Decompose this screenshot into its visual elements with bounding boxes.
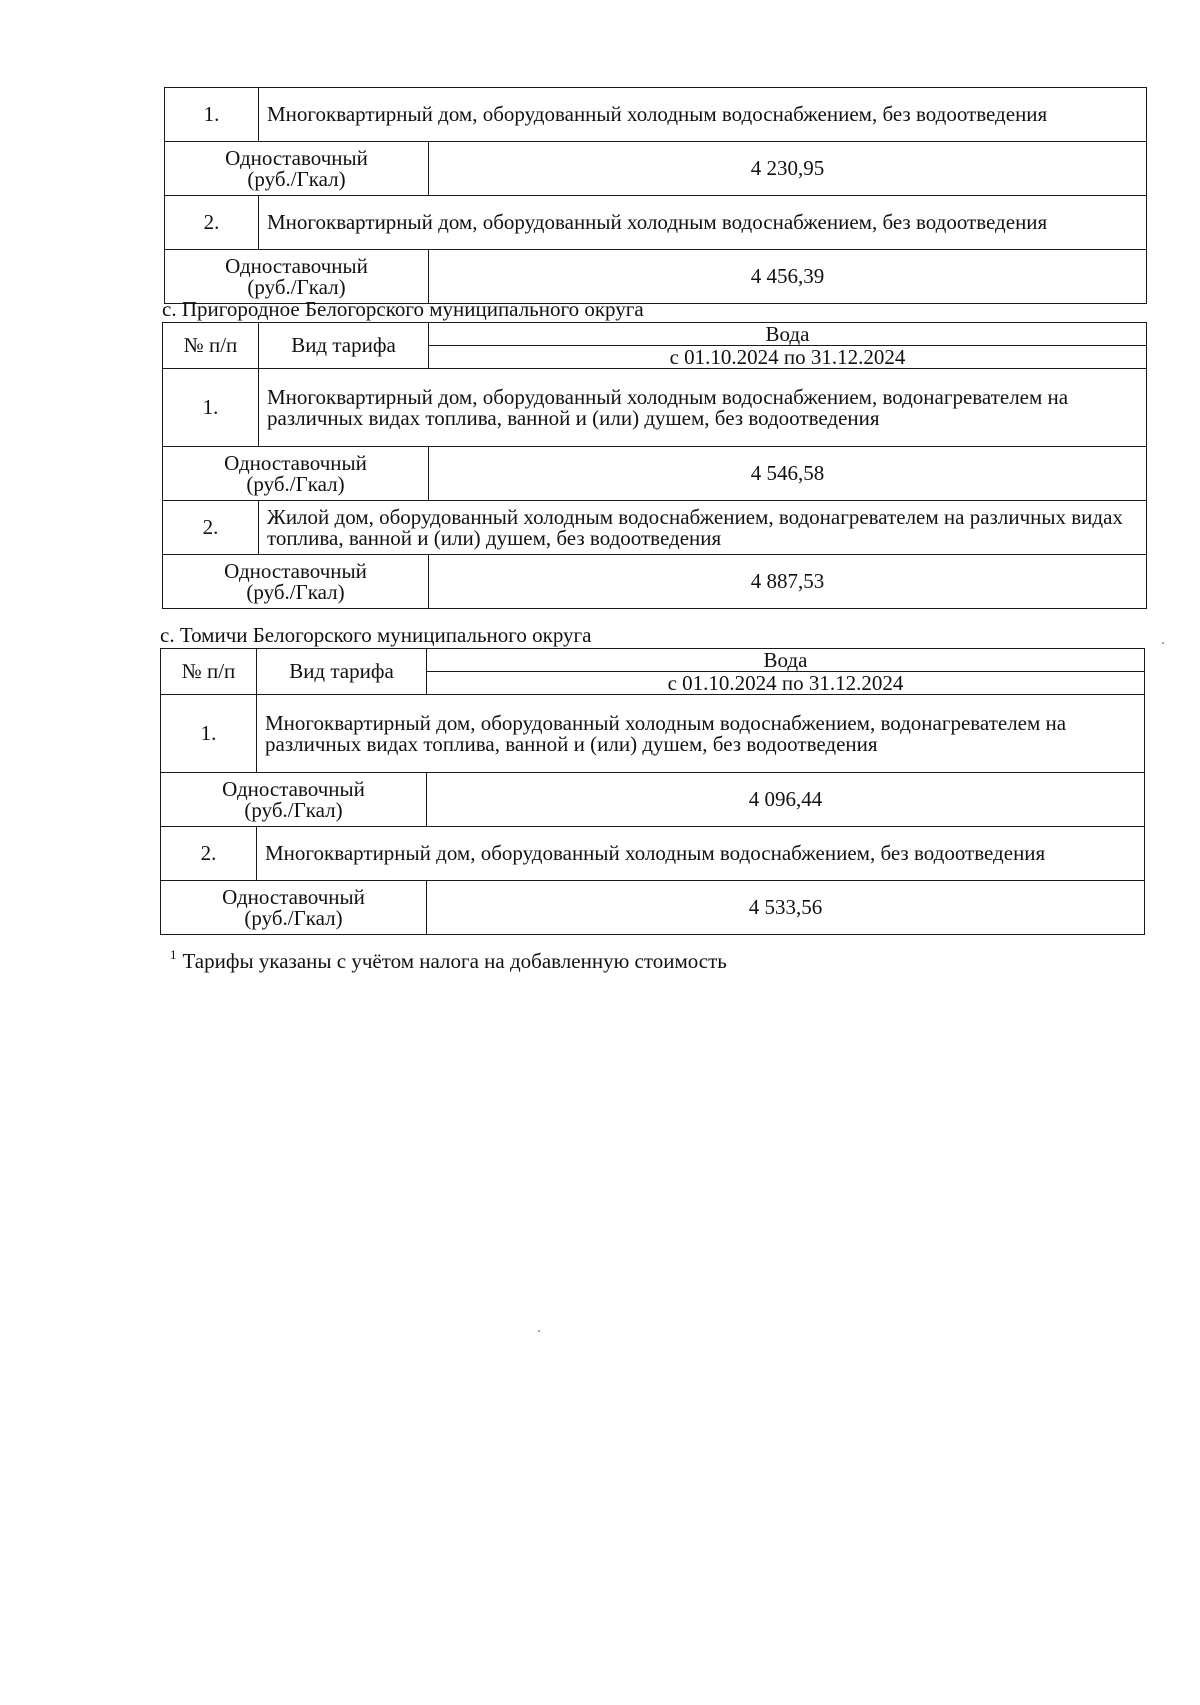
header-period: с 01.10.2024 по 31.12.2024 [427,672,1145,695]
rate-type: Одноставочный [225,253,368,278]
tariff-table-3 [160,648,1145,935]
row-number: 2. [163,501,259,555]
table-row [165,88,1147,142]
row-number: 2. [165,196,259,250]
price-value: 4 546,58 [429,447,1147,501]
rate-unit: (руб./Гкал) [247,166,346,191]
rate-type-cell [163,555,429,609]
tariff-table-1 [164,87,1147,304]
price-value: 4 230,95 [429,142,1147,196]
rate-unit: (руб./Гкал) [246,471,345,496]
rate-unit: (руб./Гкал) [246,579,345,604]
rate-type-cell [161,881,427,935]
table-row [161,827,1145,881]
header-num: № п/п [161,649,257,695]
table-row [161,695,1145,773]
scan-speck [1162,642,1164,644]
price-value: 4 096,44 [427,773,1145,827]
rate-type: Одноставочный [224,558,367,583]
rate-type: Одноставочный [224,450,367,475]
header-tariff-kind: Вид тарифа [259,323,429,369]
tariff-table-2 [162,322,1147,609]
row-description: Жилой дом, оборудованный холодным водоснабжением, водонагревателем на различных видах топлива, ванной и (или) душем, без водоотведения [259,501,1147,555]
rate-unit: (руб./Гкал) [244,905,343,930]
rate-type-cell [165,142,429,196]
section-title: с. Пригородное Белогорского муниципального округа [162,297,644,321]
header-water: Вода [429,323,1147,346]
rate-unit: (руб./Гкал) [247,274,346,299]
table-row [161,881,1145,935]
header-water: Вода [427,649,1145,672]
rate-type-cell [163,447,429,501]
rate-type-cell [161,773,427,827]
table-row [161,773,1145,827]
price-value: 4 887,53 [429,555,1147,609]
row-number: 2. [161,827,257,881]
header-num: № п/п [163,323,259,369]
table-row [165,250,1147,304]
table-row [163,369,1147,447]
table-row [165,196,1147,250]
table-row [163,555,1147,609]
rate-type: Одноставочный [225,145,368,170]
table-row [163,501,1147,555]
row-description: Многоквартирный дом, оборудованный холодным водоснабжением, без водоотведения [259,88,1147,142]
row-description: Многоквартирный дом, оборудованный холодным водоснабжением, без водоотведения [257,827,1145,881]
rate-unit: (руб./Гкал) [244,797,343,822]
footnote-text: Тарифы указаны с учётом налога на добавленную стоимость [182,949,727,973]
rate-type: Одноставочный [222,884,365,909]
footnote [170,947,727,973]
rate-type-cell [165,250,429,304]
header-row [161,649,1145,672]
price-value: 4 533,56 [427,881,1145,935]
rate-type: Одноставочный [222,776,365,801]
table-row [163,447,1147,501]
price-value: 4 456,39 [429,250,1147,304]
table-row [165,142,1147,196]
footnote-mark: 1 [170,947,177,962]
header-tariff-kind: Вид тарифа [257,649,427,695]
row-description: Многоквартирный дом, оборудованный холодным водоснабжением, водонагревателем на различных видах топлива, ванной и (или) душем, без водоотведения [259,369,1147,447]
section-title: с. Томичи Белогорского муниципального округа [160,623,592,647]
row-number: 1. [161,695,257,773]
header-period: с 01.10.2024 по 31.12.2024 [429,346,1147,369]
row-description: Многоквартирный дом, оборудованный холодным водоснабжением, водонагревателем на различных видах топлива, ванной и (или) душем, без водоотведения [257,695,1145,773]
row-number: 1. [163,369,259,447]
row-description: Многоквартирный дом, оборудованный холодным водоснабжением, без водоотведения [259,196,1147,250]
row-number: 1. [165,88,259,142]
scan-speck [538,1330,540,1332]
header-row [163,323,1147,346]
